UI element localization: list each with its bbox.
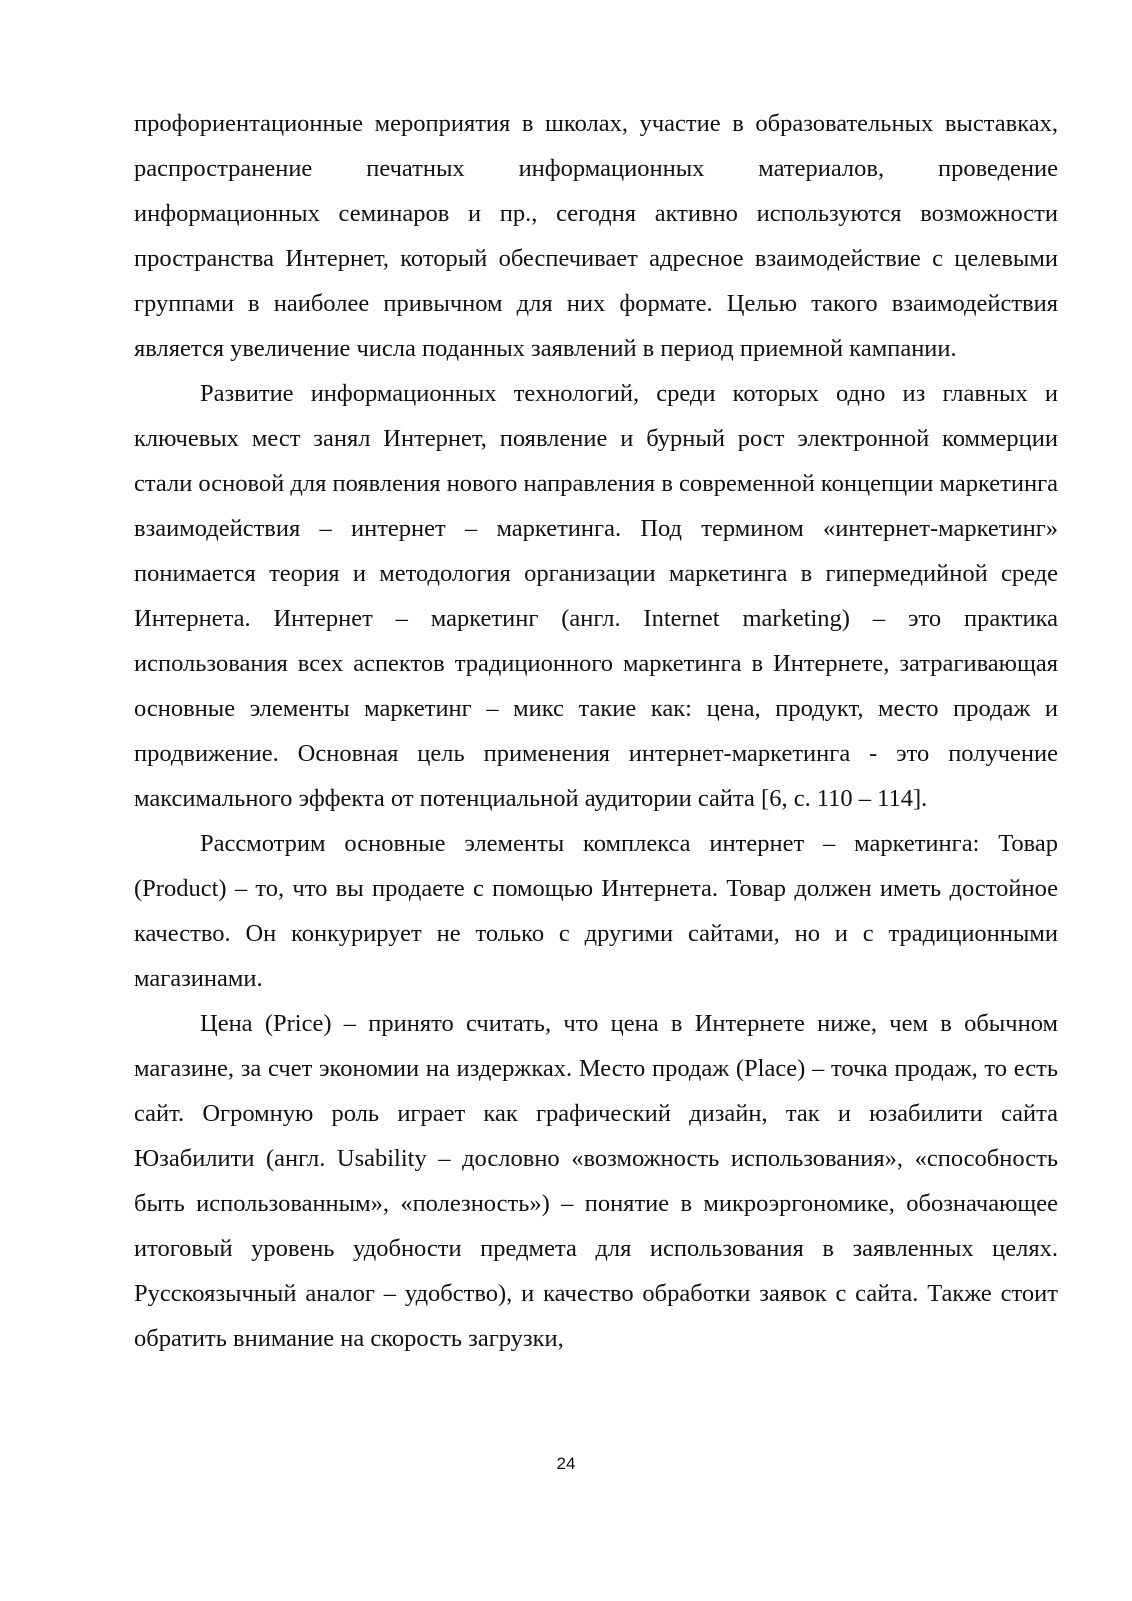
page-number: 24 [556, 1454, 576, 1473]
body-text [134, 101, 1058, 1361]
paragraph-internet-marketing: Развитие информационных технологий, среди которых одно из главных и ключевых мест занял Интернет, появление и бурный рост электронной коммерции стали основой для появления нового направления в современной концепции маркетинга взаимодействия – интернет – маркетинга. Под термином «интернет-маркетинг» понимается теория и методология организации маркетинга в гипермедийной среде Интернета. Интернет – маркетинг (англ. Internet marketing) – это практика использования всех аспектов традиционного маркетинга в Интернете, затрагивающая основные элементы маркетинг – микс такие как: цена, продукт, место продаж и продвижение. Основная цель применения интернет-маркетинга - это получение максимального эффекта от потенциальной аудитории сайта [6, с. 110 – 114]. [134, 380, 1058, 812]
paragraph-marketing-elements: Рассмотрим основные элементы комплекса интернет – маркетинга: Товар (Product) – то, что вы продаете с помощью Интернета. Товар должен иметь достойное качество. Он конкурирует не только с другими сайтами, но и с традиционными магазинами. [134, 830, 1058, 992]
paragraph-price-place: Цена (Price) – принято считать, что цена в Интернете ниже, чем в обычном магазине, за счет экономии на издержках. Место продаж (Place) – точка продаж, то есть сайт. Огромную роль играет как графический дизайн, так и юзабилити сайта Юзабилити (англ. Usability – дословно «возможность использования», «способность быть использованным», «полезность») – понятие в микроэргономике, обозначающее итоговый уровень удобности предмета для использования в заявленных целях. Русскоязычный аналог – удобство), и качество обработки заявок с сайта. Также стоит обратить внимание на скорость загрузки, [134, 1010, 1058, 1352]
paragraph-continuation: профориентационные мероприятия в школах, участие в образовательных выставках, распространение печатных информационных материалов, проведение информационных семинаров и пр., сегодня активно используются возможности пространства Интернет, который обеспечивает адресное взаимодействие с целевыми группами в наиболее привычном для них формате. Целью такого взаимодействия является увеличение числа поданных заявлений в период приемной кампании. [134, 110, 1058, 362]
